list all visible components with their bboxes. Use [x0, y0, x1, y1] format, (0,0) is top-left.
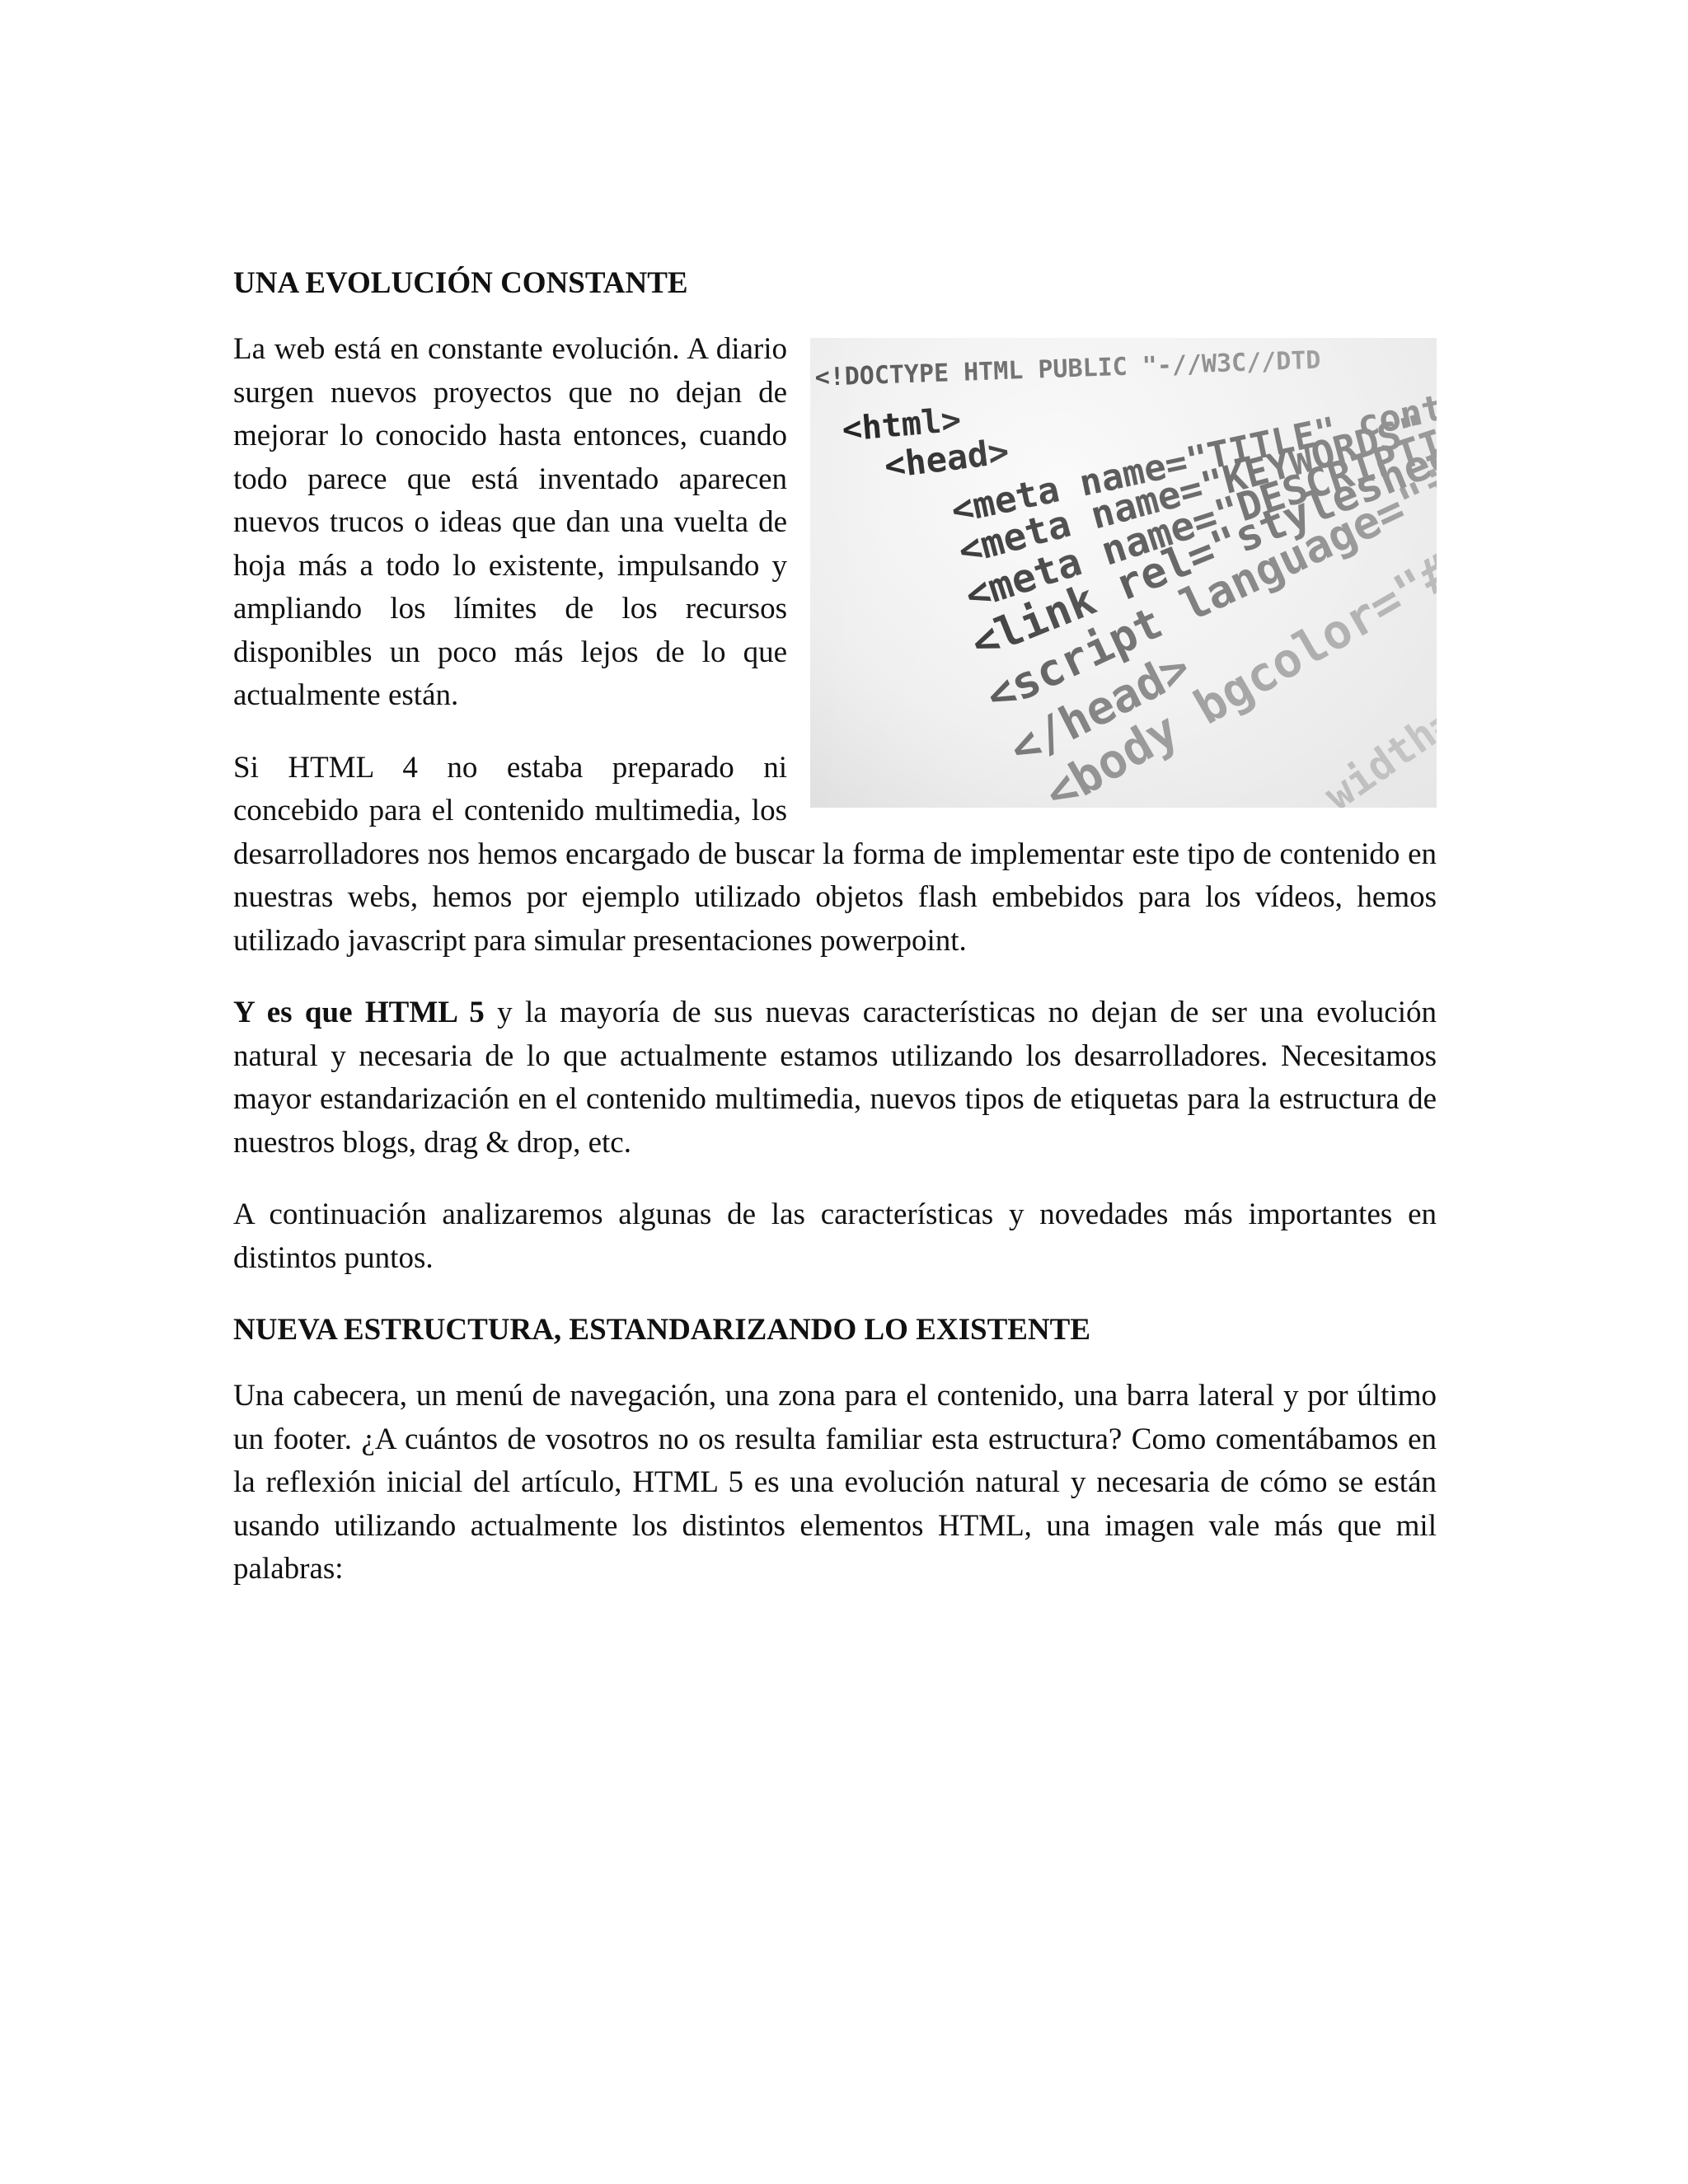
html-code-photo	[810, 338, 1437, 808]
paragraph-html5-lead: Y es que HTML 5	[233, 996, 485, 1029]
paragraph-html4: Si HTML 4 no estaba preparado ni concebido para el contenido multimedia, los desarrolladores nos hemos encargado de buscar la forma de implementar este tipo de contenido en nuestras webs, hemos por ejemplo utilizado objetos flash embebidos para los vídeos, hemos utilizado javascript para simular presentaciones powerpoint.	[233, 750, 1437, 958]
paragraph-html5-rest: y la mayoría de sus nuevas características no dejan de ser una evolución natural y necesaria de lo que actualmente estamos utilizando los desarrolladores. Necesitamos mayor estandarización en el contenido multimedia, nuevos tipos de etiquetas para la estructura de nuestros blogs, drag & drop, etc.	[233, 996, 1437, 1160]
html-code-illustration	[810, 338, 1437, 808]
paragraph-html5	[233, 991, 1437, 1165]
paragraph-estructura: Una cabecera, un menú de navegación, una zona para el contenido, una barra lateral y por último un footer. ¿A cuántos de vosotros no os resulta familiar esta estructura? Como comentábamos en la reflexión inicial del artículo, HTML 5 es una evolución natural y necesaria de cómo se están usando utilizando actualmente los distintos elementos HTML, una imagen vale más que mil palabras:	[233, 1379, 1437, 1586]
paragraph-continuacion: A continuación analizaremos algunas de las características y novedades más importantes en distintos puntos.	[233, 1197, 1437, 1275]
section-heading-estructura: NUEVA ESTRUCTURA, ESTANDARIZANDO LO EXISTENTE	[233, 1313, 1091, 1347]
paragraph-evolucion: La web está en constante evolución. A diario surgen nuevos proyectos que no dejan de mejorar lo conocido hasta entonces, cuando todo parece que está inventado aparecen nuevos trucos o ideas que dan una vuelta de hoja más a todo lo existente, impulsando y ampliando los límites de los recursos disponibles un poco más lejos de lo que actualmente están.	[233, 332, 787, 712]
article-body	[233, 262, 1437, 1620]
section-heading-evolucion: UNA EVOLUCIÓN CONSTANTE	[233, 266, 688, 300]
photo-vignette	[810, 338, 1437, 808]
